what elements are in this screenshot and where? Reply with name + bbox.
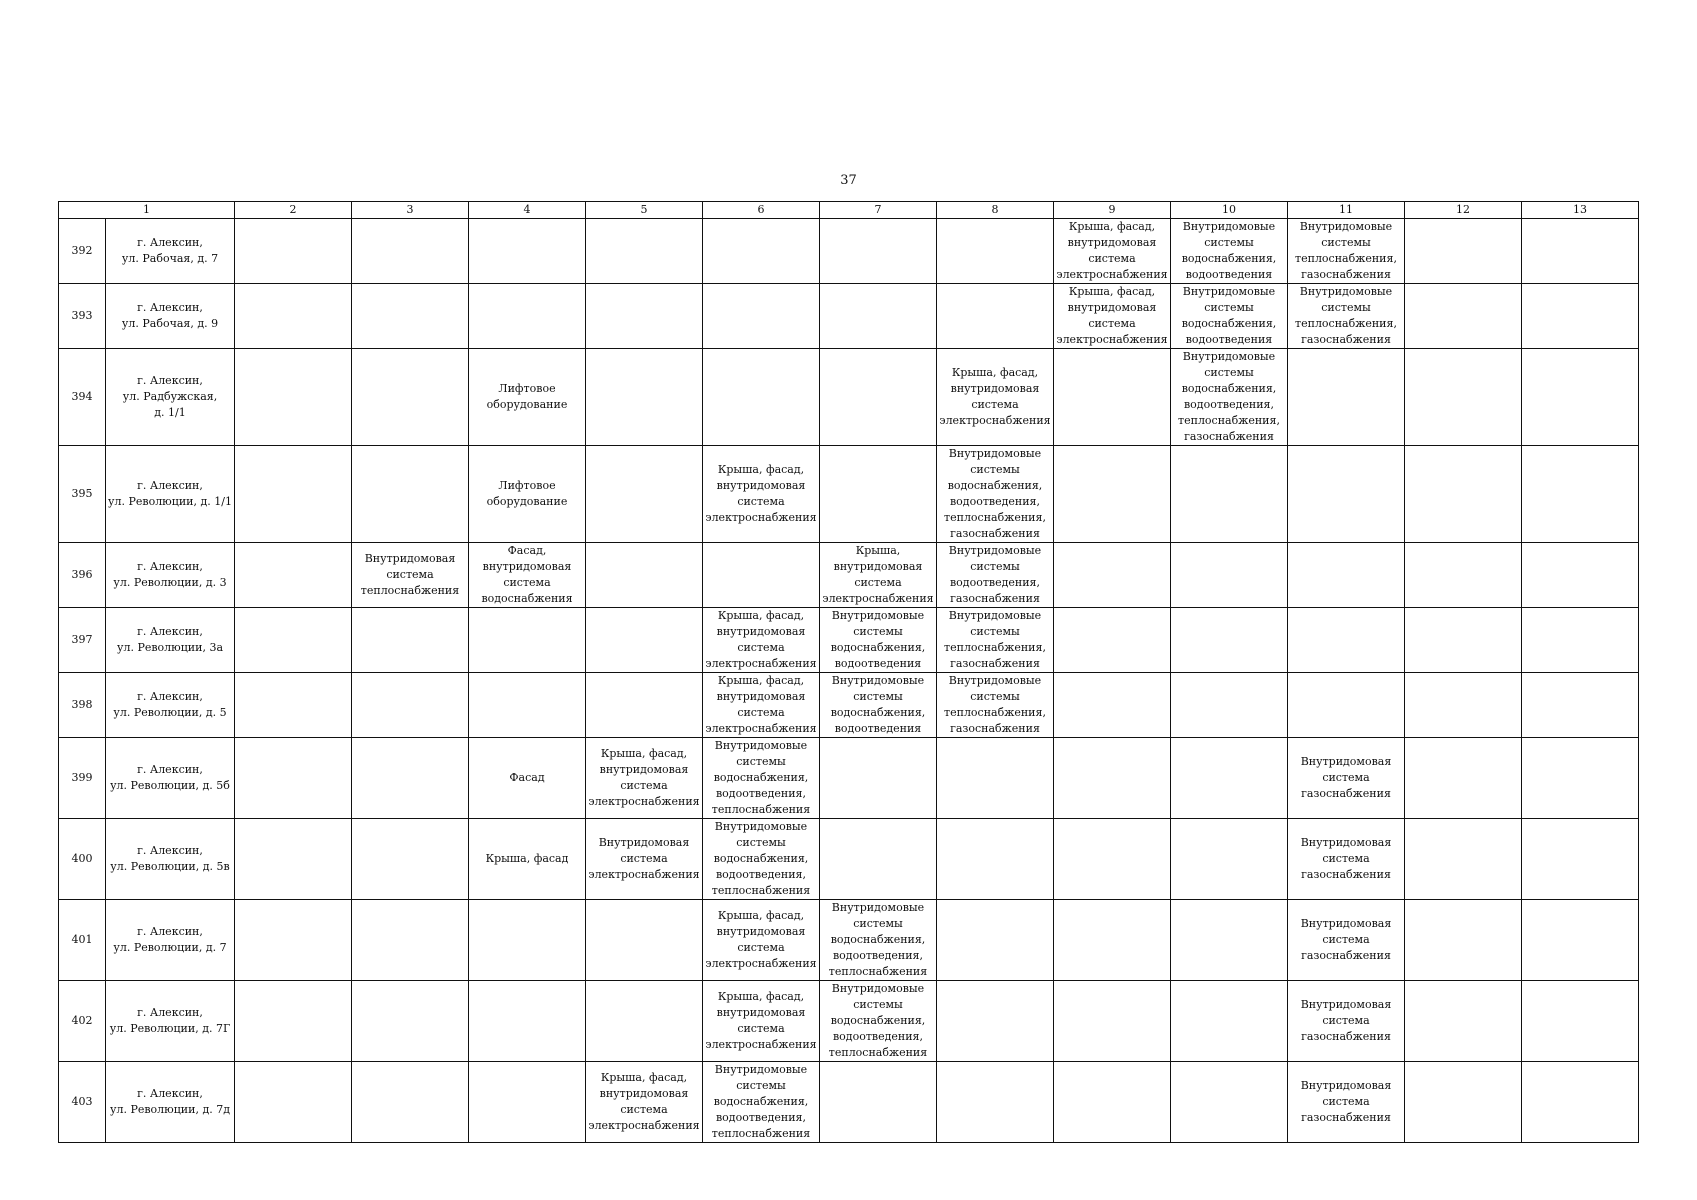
work-cell-col-6 bbox=[703, 543, 820, 608]
work-cell-col-13 bbox=[1522, 673, 1639, 738]
table-row bbox=[59, 219, 1639, 284]
work-cell-col-3 bbox=[352, 673, 469, 738]
work-cell-col-12 bbox=[1405, 819, 1522, 900]
work-cell-col-8: Крыша, фасад, внутридомовая система электроснабжения bbox=[937, 349, 1054, 446]
work-cell-col-3 bbox=[352, 1062, 469, 1143]
work-cell-col-2 bbox=[235, 673, 352, 738]
row-number: 400 bbox=[59, 819, 106, 900]
work-cell-col-2 bbox=[235, 446, 352, 543]
table-row bbox=[59, 981, 1639, 1062]
work-cell-col-3 bbox=[352, 446, 469, 543]
work-cell-col-9 bbox=[1054, 900, 1171, 981]
work-cell-col-4: Крыша, фасад bbox=[469, 819, 586, 900]
work-cell-col-12 bbox=[1405, 981, 1522, 1062]
work-cell-col-3: Внутридомовая система теплоснабжения bbox=[352, 543, 469, 608]
table-row bbox=[59, 349, 1639, 446]
work-cell-col-12 bbox=[1405, 349, 1522, 446]
work-cell-col-2 bbox=[235, 900, 352, 981]
work-cell-col-7: Внутридомовые системы водоснабжения, водоотведения bbox=[820, 673, 937, 738]
work-cell-col-5 bbox=[586, 543, 703, 608]
row-number: 398 bbox=[59, 673, 106, 738]
column-header-7: 7 bbox=[820, 202, 937, 219]
work-cell-col-10 bbox=[1171, 900, 1288, 981]
address-cell: г. Алексин, ул. Революции, д. 7д bbox=[106, 1062, 235, 1143]
work-cell-col-5 bbox=[586, 981, 703, 1062]
work-cell-col-9 bbox=[1054, 543, 1171, 608]
work-cell-col-5: Крыша, фасад, внутридомовая система электроснабжения bbox=[586, 738, 703, 819]
work-cell-col-8 bbox=[937, 284, 1054, 349]
work-cell-col-3 bbox=[352, 738, 469, 819]
table-row bbox=[59, 1062, 1639, 1143]
work-cell-col-10 bbox=[1171, 446, 1288, 543]
work-cell-col-6 bbox=[703, 284, 820, 349]
work-cell-col-8: Внутридомовые системы теплоснабжения, газоснабжения bbox=[937, 608, 1054, 673]
work-cell-col-4 bbox=[469, 219, 586, 284]
work-cell-col-6: Крыша, фасад, внутридомовая система электроснабжения bbox=[703, 608, 820, 673]
work-cell-col-5 bbox=[586, 349, 703, 446]
work-cell-col-8: Внутридомовые системы водоснабжения, водоотведения, теплоснабжения, газоснабжения bbox=[937, 446, 1054, 543]
column-header-2: 2 bbox=[235, 202, 352, 219]
work-cell-col-8 bbox=[937, 981, 1054, 1062]
column-header-6: 6 bbox=[703, 202, 820, 219]
work-cell-col-4 bbox=[469, 284, 586, 349]
work-cell-col-7 bbox=[820, 1062, 937, 1143]
work-cell-col-4 bbox=[469, 1062, 586, 1143]
work-cell-col-8: Внутридомовые системы водоотведения, газоснабжения bbox=[937, 543, 1054, 608]
work-cell-col-6: Крыша, фасад, внутридомовая система электроснабжения bbox=[703, 673, 820, 738]
work-cell-col-2 bbox=[235, 219, 352, 284]
work-cell-col-12 bbox=[1405, 900, 1522, 981]
work-cell-col-3 bbox=[352, 819, 469, 900]
work-cell-col-7: Внутридомовые системы водоснабжения, водоотведения, теплоснабжения bbox=[820, 981, 937, 1062]
work-cell-col-6: Внутридомовые системы водоснабжения, водоотведения, теплоснабжения bbox=[703, 819, 820, 900]
work-cell-col-5 bbox=[586, 673, 703, 738]
row-number: 394 bbox=[59, 349, 106, 446]
work-cell-col-13 bbox=[1522, 543, 1639, 608]
column-header-13: 13 bbox=[1522, 202, 1639, 219]
work-cell-col-12 bbox=[1405, 1062, 1522, 1143]
work-cell-col-2 bbox=[235, 349, 352, 446]
row-number: 399 bbox=[59, 738, 106, 819]
work-cell-col-7 bbox=[820, 446, 937, 543]
work-cell-col-11: Внутридомовая система газоснабжения bbox=[1288, 738, 1405, 819]
column-header-3: 3 bbox=[352, 202, 469, 219]
repair-schedule-table bbox=[58, 201, 1639, 1143]
table-row bbox=[59, 819, 1639, 900]
work-cell-col-13 bbox=[1522, 219, 1639, 284]
work-cell-col-2 bbox=[235, 738, 352, 819]
table-row bbox=[59, 738, 1639, 819]
work-cell-col-5 bbox=[586, 900, 703, 981]
table-row bbox=[59, 284, 1639, 349]
row-number: 403 bbox=[59, 1062, 106, 1143]
work-cell-col-8 bbox=[937, 1062, 1054, 1143]
work-cell-col-4 bbox=[469, 981, 586, 1062]
work-cell-col-13 bbox=[1522, 738, 1639, 819]
table-row bbox=[59, 673, 1639, 738]
work-cell-col-13 bbox=[1522, 900, 1639, 981]
work-cell-col-8 bbox=[937, 219, 1054, 284]
work-cell-col-6: Крыша, фасад, внутридомовая система электроснабжения bbox=[703, 446, 820, 543]
row-number: 393 bbox=[59, 284, 106, 349]
table-row bbox=[59, 446, 1639, 543]
work-cell-col-2 bbox=[235, 819, 352, 900]
work-cell-col-11 bbox=[1288, 608, 1405, 673]
work-cell-col-4: Фасад, внутридомовая система водоснабжения bbox=[469, 543, 586, 608]
column-header-10: 10 bbox=[1171, 202, 1288, 219]
work-cell-col-6: Внутридомовые системы водоснабжения, водоотведения, теплоснабжения bbox=[703, 738, 820, 819]
work-cell-col-13 bbox=[1522, 1062, 1639, 1143]
address-cell: г. Алексин, ул. Революции, 3а bbox=[106, 608, 235, 673]
work-cell-col-11 bbox=[1288, 349, 1405, 446]
work-cell-col-2 bbox=[235, 981, 352, 1062]
address-cell: г. Алексин, ул. Революции, д. 5в bbox=[106, 819, 235, 900]
work-cell-col-6: Внутридомовые системы водоснабжения, водоотведения, теплоснабжения bbox=[703, 1062, 820, 1143]
work-cell-col-11: Внутридомовая система газоснабжения bbox=[1288, 981, 1405, 1062]
work-cell-col-7: Внутридомовые системы водоснабжения, водоотведения, теплоснабжения bbox=[820, 900, 937, 981]
work-cell-col-11: Внутридомовые системы теплоснабжения, газоснабжения bbox=[1288, 284, 1405, 349]
work-cell-col-8 bbox=[937, 900, 1054, 981]
work-cell-col-9 bbox=[1054, 673, 1171, 738]
work-cell-col-6: Крыша, фасад, внутридомовая система электроснабжения bbox=[703, 900, 820, 981]
work-cell-col-11 bbox=[1288, 446, 1405, 543]
work-cell-col-3 bbox=[352, 981, 469, 1062]
work-cell-col-10: Внутридомовые системы водоснабжения, водоотведения bbox=[1171, 219, 1288, 284]
work-cell-col-6: Крыша, фасад, внутридомовая система электроснабжения bbox=[703, 981, 820, 1062]
work-cell-col-10 bbox=[1171, 981, 1288, 1062]
work-cell-col-4: Лифтовое оборудование bbox=[469, 349, 586, 446]
work-cell-col-3 bbox=[352, 349, 469, 446]
work-cell-col-7 bbox=[820, 819, 937, 900]
work-cell-col-4: Лифтовое оборудование bbox=[469, 446, 586, 543]
table-row bbox=[59, 900, 1639, 981]
work-cell-col-8 bbox=[937, 738, 1054, 819]
row-number: 392 bbox=[59, 219, 106, 284]
address-cell: г. Алексин, ул. Рабочая, д. 9 bbox=[106, 284, 235, 349]
row-number: 401 bbox=[59, 900, 106, 981]
work-cell-col-13 bbox=[1522, 608, 1639, 673]
work-cell-col-5 bbox=[586, 608, 703, 673]
page-number: 37 bbox=[840, 173, 857, 188]
work-cell-col-4 bbox=[469, 900, 586, 981]
work-cell-col-12 bbox=[1405, 446, 1522, 543]
work-cell-col-9: Крыша, фасад, внутридомовая система электроснабжения bbox=[1054, 284, 1171, 349]
column-number-row bbox=[59, 202, 1639, 219]
work-cell-col-5: Крыша, фасад, внутридомовая система электроснабжения bbox=[586, 1062, 703, 1143]
row-number: 397 bbox=[59, 608, 106, 673]
row-number: 396 bbox=[59, 543, 106, 608]
column-header-8: 8 bbox=[937, 202, 1054, 219]
address-cell: г. Алексин, ул. Рабочая, д. 7 bbox=[106, 219, 235, 284]
address-cell: г. Алексин, ул. Революции, д. 1/1 bbox=[106, 446, 235, 543]
work-cell-col-5 bbox=[586, 446, 703, 543]
work-cell-col-8: Внутридомовые системы теплоснабжения, газоснабжения bbox=[937, 673, 1054, 738]
work-cell-col-3 bbox=[352, 900, 469, 981]
work-cell-col-12 bbox=[1405, 219, 1522, 284]
work-cell-col-11 bbox=[1288, 543, 1405, 608]
work-cell-col-10 bbox=[1171, 819, 1288, 900]
work-cell-col-2 bbox=[235, 1062, 352, 1143]
work-cell-col-2 bbox=[235, 284, 352, 349]
work-cell-col-11: Внутридомовые системы теплоснабжения, газоснабжения bbox=[1288, 219, 1405, 284]
work-cell-col-10 bbox=[1171, 543, 1288, 608]
work-cell-col-10 bbox=[1171, 673, 1288, 738]
address-cell: г. Алексин, ул. Революции, д. 7Г bbox=[106, 981, 235, 1062]
address-cell: г. Алексин, ул. Революции, д. 5б bbox=[106, 738, 235, 819]
address-cell: г. Алексин, ул. Революции, д. 5 bbox=[106, 673, 235, 738]
work-cell-col-10 bbox=[1171, 608, 1288, 673]
work-cell-col-12 bbox=[1405, 738, 1522, 819]
work-cell-col-10: Внутридомовые системы водоснабжения, водоотведения bbox=[1171, 284, 1288, 349]
row-number: 395 bbox=[59, 446, 106, 543]
work-cell-col-7: Крыша, внутридомовая система электроснабжения bbox=[820, 543, 937, 608]
work-cell-col-11: Внутридомовая система газоснабжения bbox=[1288, 819, 1405, 900]
table-row bbox=[59, 543, 1639, 608]
work-cell-col-9 bbox=[1054, 738, 1171, 819]
work-cell-col-8 bbox=[937, 819, 1054, 900]
work-cell-col-7 bbox=[820, 349, 937, 446]
work-cell-col-11: Внутридомовая система газоснабжения bbox=[1288, 1062, 1405, 1143]
work-cell-col-3 bbox=[352, 284, 469, 349]
work-cell-col-9 bbox=[1054, 981, 1171, 1062]
work-cell-col-12 bbox=[1405, 673, 1522, 738]
work-cell-col-7 bbox=[820, 284, 937, 349]
table-row bbox=[59, 608, 1639, 673]
column-header-5: 5 bbox=[586, 202, 703, 219]
work-cell-col-9 bbox=[1054, 349, 1171, 446]
work-cell-col-10: Внутридомовые системы водоснабжения, водоотведения, теплоснабжения, газоснабжения bbox=[1171, 349, 1288, 446]
work-cell-col-2 bbox=[235, 608, 352, 673]
work-cell-col-12 bbox=[1405, 608, 1522, 673]
work-cell-col-3 bbox=[352, 608, 469, 673]
column-header-4: 4 bbox=[469, 202, 586, 219]
work-cell-col-9: Крыша, фасад, внутридомовая система электроснабжения bbox=[1054, 219, 1171, 284]
work-cell-col-2 bbox=[235, 543, 352, 608]
work-cell-col-9 bbox=[1054, 608, 1171, 673]
work-cell-col-4: Фасад bbox=[469, 738, 586, 819]
column-header-12: 12 bbox=[1405, 202, 1522, 219]
work-cell-col-7 bbox=[820, 738, 937, 819]
work-cell-col-6 bbox=[703, 219, 820, 284]
work-cell-col-11: Внутридомовая система газоснабжения bbox=[1288, 900, 1405, 981]
work-cell-col-10 bbox=[1171, 1062, 1288, 1143]
work-cell-col-4 bbox=[469, 673, 586, 738]
work-cell-col-13 bbox=[1522, 446, 1639, 543]
address-cell: г. Алексин, ул. Революции, д. 3 bbox=[106, 543, 235, 608]
row-number: 402 bbox=[59, 981, 106, 1062]
work-cell-col-3 bbox=[352, 219, 469, 284]
work-cell-col-12 bbox=[1405, 284, 1522, 349]
work-cell-col-10 bbox=[1171, 738, 1288, 819]
address-cell: г. Алексин, ул. Радбужская, д. 1/1 bbox=[106, 349, 235, 446]
work-cell-col-12 bbox=[1405, 543, 1522, 608]
work-cell-col-5 bbox=[586, 284, 703, 349]
work-cell-col-7 bbox=[820, 219, 937, 284]
work-cell-col-5 bbox=[586, 219, 703, 284]
work-cell-col-6 bbox=[703, 349, 820, 446]
column-header-11: 11 bbox=[1288, 202, 1405, 219]
column-header-1: 1 bbox=[59, 202, 235, 219]
work-cell-col-9 bbox=[1054, 1062, 1171, 1143]
work-cell-col-9 bbox=[1054, 819, 1171, 900]
work-cell-col-13 bbox=[1522, 819, 1639, 900]
work-cell-col-13 bbox=[1522, 349, 1639, 446]
work-cell-col-5: Внутридомовая система электроснабжения bbox=[586, 819, 703, 900]
work-cell-col-11 bbox=[1288, 673, 1405, 738]
work-cell-col-4 bbox=[469, 608, 586, 673]
work-cell-col-13 bbox=[1522, 284, 1639, 349]
work-cell-col-9 bbox=[1054, 446, 1171, 543]
work-cell-col-13 bbox=[1522, 981, 1639, 1062]
work-cell-col-7: Внутридомовые системы водоснабжения, водоотведения bbox=[820, 608, 937, 673]
column-header-9: 9 bbox=[1054, 202, 1171, 219]
address-cell: г. Алексин, ул. Революции, д. 7 bbox=[106, 900, 235, 981]
